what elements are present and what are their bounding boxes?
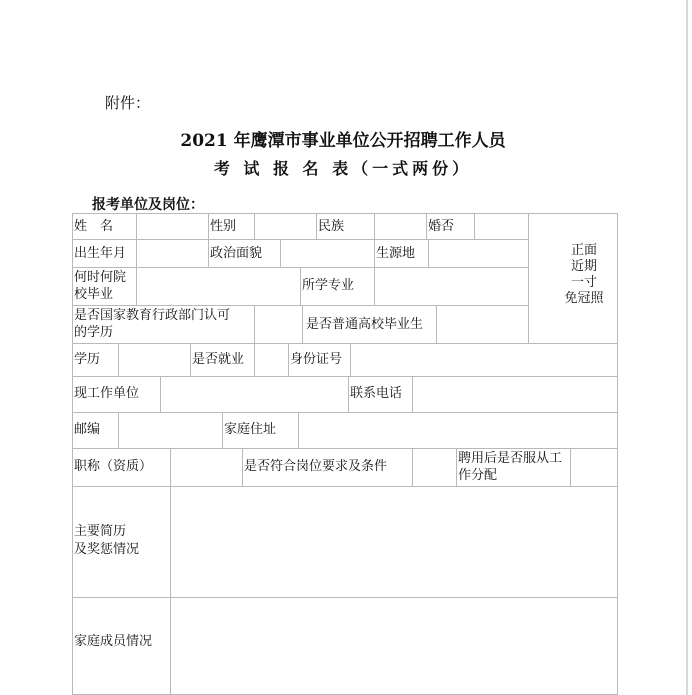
label-origin: 生源地: [376, 246, 416, 261]
cell-divider: [300, 267, 301, 305]
label-politics: 政治面貌: [210, 246, 263, 261]
row-line: [72, 448, 618, 449]
row-line: [72, 343, 618, 344]
label-address: 家庭住址: [224, 422, 277, 437]
form-subtitle: 考 试 报 名 表（一式两份）: [213, 159, 473, 178]
label-grad-time-1: 何时何院: [74, 270, 127, 285]
label-postcode: 邮编: [74, 422, 101, 437]
row-line: [72, 486, 618, 487]
photo-text-line: 免冠照: [564, 291, 604, 306]
label-moe-degree-1: 是否国家教育行政部门认可: [74, 308, 231, 323]
cell-divider: [428, 239, 429, 267]
cell-divider: [302, 305, 303, 343]
cell-divider: [118, 412, 119, 448]
cell-divider: [136, 213, 137, 239]
label-education: 学历: [74, 352, 101, 367]
cell-divider: [570, 448, 571, 486]
cell-divider: [474, 213, 475, 239]
label-employed: 是否就业: [192, 352, 245, 367]
label-birth: 出生年月: [74, 246, 127, 261]
page-edge: [686, 0, 688, 695]
cell-divider: [316, 213, 317, 239]
label-family: 家庭成员情况: [74, 634, 153, 649]
label-gender: 性别: [210, 219, 237, 234]
cell-divider: [118, 343, 119, 376]
photo-text-line: 近期: [570, 259, 597, 274]
label-resume-1: 主要简历: [74, 524, 127, 539]
form-title: 2021 年鹰潭市事业单位公开招聘工作人员: [180, 131, 506, 151]
cell-divider: [254, 343, 255, 376]
cell-divider: [136, 239, 137, 267]
cell-divider: [412, 376, 413, 412]
label-title-qualification: 职称（资质）: [74, 459, 153, 474]
label-marital: 婚否: [428, 219, 455, 234]
cell-divider: [288, 343, 289, 376]
cell-divider: [170, 486, 171, 694]
cell-divider: [208, 239, 209, 267]
cell-divider: [374, 239, 375, 267]
cell-divider: [374, 267, 375, 305]
photo-divider: [528, 213, 529, 343]
cell-divider: [242, 448, 243, 486]
label-accept-assignment-1: 聘用后是否服从工: [458, 451, 563, 466]
photo-placeholder: [550, 243, 618, 307]
label-grad-time-2: 校毕业: [74, 287, 114, 302]
photo-text-line: 一寸: [570, 275, 597, 290]
label-major: 所学专业: [302, 278, 355, 293]
cell-divider: [374, 213, 375, 239]
label-accept-assignment-2: 作分配: [458, 468, 498, 483]
table-border-left: [72, 213, 73, 695]
row-line: [72, 305, 528, 306]
cell-divider: [426, 213, 427, 239]
cell-divider: [348, 376, 349, 412]
label-meets-requirements: 是否符合岗位要求及条件: [244, 459, 388, 474]
cell-divider: [136, 267, 137, 305]
photo-text-line: 正面: [570, 243, 597, 258]
label-phone: 联系电话: [350, 386, 403, 401]
cell-divider: [208, 213, 209, 239]
row-line: [72, 376, 618, 377]
cell-divider: [170, 448, 171, 486]
label-name: 姓 名: [74, 219, 114, 234]
cell-divider: [254, 213, 255, 239]
table-border-top: [72, 213, 618, 214]
row-line: [72, 239, 528, 240]
cell-divider: [222, 412, 223, 448]
cell-divider: [280, 239, 281, 267]
label-id-number: 身份证号: [290, 352, 343, 367]
cell-divider: [254, 305, 255, 343]
registration-form-table: [72, 213, 618, 695]
row-line: [72, 597, 618, 598]
label-regular-grad: 是否普通高校毕业生: [306, 317, 424, 332]
cell-divider: [412, 448, 413, 486]
cell-divider: [160, 376, 161, 412]
cell-divider: [298, 412, 299, 448]
cell-divider: [436, 305, 437, 343]
label-resume-2: 及奖惩情况: [74, 542, 140, 557]
label-moe-degree-2: 的学历: [74, 325, 114, 340]
label-workplace: 现工作单位: [74, 386, 140, 401]
cell-divider: [190, 343, 191, 376]
cell-divider: [350, 343, 351, 376]
label-ethnicity: 民族: [318, 219, 345, 234]
cell-divider: [456, 448, 457, 486]
attachment-label: 附件：: [105, 94, 151, 112]
row-line: [72, 412, 618, 413]
unit-position-label: 报考单位及岗位：: [92, 197, 204, 213]
